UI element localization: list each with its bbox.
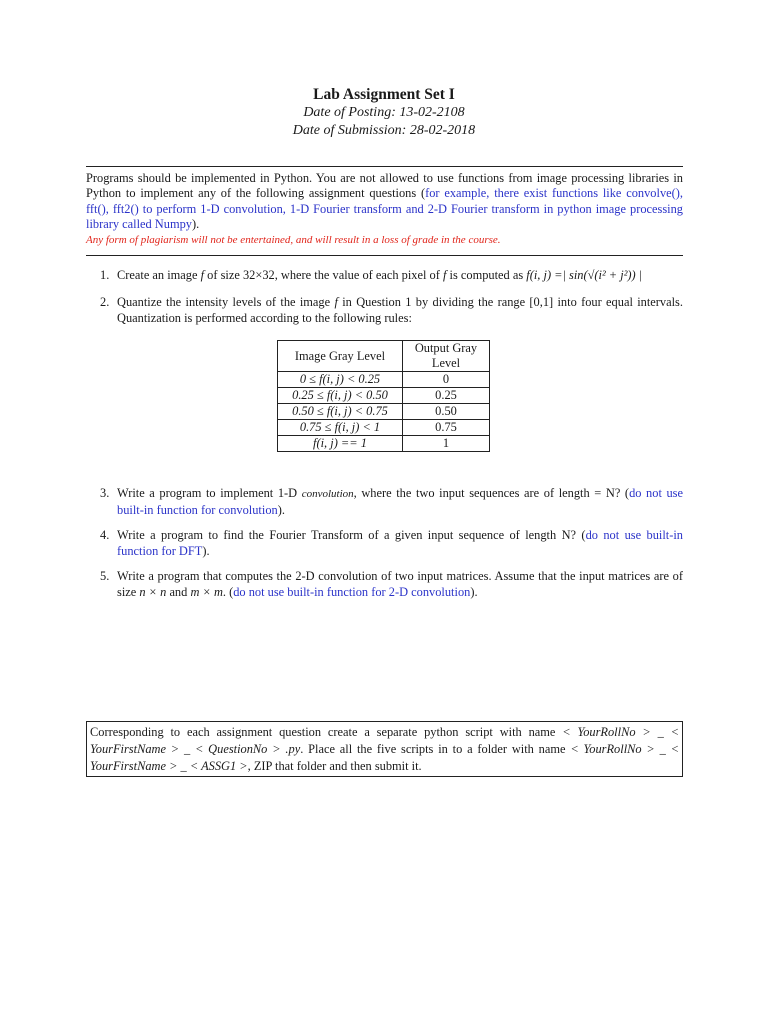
- emphasized-term: convolution: [301, 488, 354, 500]
- table-header: Image Gray Level: [278, 341, 403, 372]
- table-cell: 0.50 ≤ f(i, j) < 0.75: [278, 404, 403, 420]
- question-2: [100, 295, 683, 326]
- question-number: 2.: [100, 295, 110, 309]
- posting-date: Date of Posting: 13-02-2108: [303, 105, 465, 120]
- question-text: in Question 1 by dividing the range [0,1] into four equal intervals. Quantization is performed according to the following rules:: [117, 295, 683, 325]
- question-3: [100, 486, 683, 518]
- table-cell: 0.50: [403, 404, 490, 420]
- constraint-note: do not use built-in function for DFT: [117, 528, 683, 558]
- plagiarism-warning: Any form of plagiarism will not be entertained, and will result in a loss of grade in the course.: [86, 234, 501, 247]
- table-row: [278, 436, 490, 452]
- question-text: is computed as: [449, 268, 524, 282]
- question-text: ).: [470, 584, 478, 599]
- table-cell: 0: [403, 372, 490, 388]
- submission-date: Date of Submission: 28-02-2018: [292, 123, 476, 138]
- question-text: , where the two input sequences are of length = N? (: [353, 486, 630, 500]
- question-text: Write a program that computes the 2-D convolution of two input matrices. Assume that the input matrices are of size: [117, 569, 683, 599]
- top-rule: [86, 166, 683, 167]
- matrix-size: n × n: [139, 584, 167, 599]
- question-text: Write a program to find the Fourier Transform of a given input sequence of length N? (: [117, 528, 586, 542]
- question-text: and: [169, 584, 188, 599]
- bottom-rule: [86, 255, 683, 256]
- question-1: [100, 268, 683, 284]
- question-text: Write a program to implement 1-D: [117, 486, 298, 500]
- question-text: ).: [277, 502, 285, 517]
- quantization-table: [277, 340, 490, 452]
- table-cell: 0.75 ≤ f(i, j) < 1: [278, 420, 403, 436]
- placeholder-firstname: < YourFirstName >: [90, 742, 679, 773]
- table-row: [278, 404, 490, 420]
- question-text: Create an image: [117, 268, 198, 282]
- placeholder-assg: < ASSG1 >: [189, 759, 248, 773]
- table-row: [278, 420, 490, 436]
- intro-close: ).: [191, 216, 200, 231]
- question-text: Quantize the intensity levels of the image: [117, 295, 331, 309]
- question-number: 3.: [100, 486, 110, 500]
- placeholder-rollno: < YourRollNo >: [562, 725, 651, 739]
- file-extension: .py: [285, 742, 301, 756]
- placeholder-questionno: < QuestionNo >: [195, 742, 281, 756]
- math-var: f: [200, 268, 205, 282]
- note-text: Corresponding to each assignment question create a separate python script with name: [90, 725, 556, 739]
- table-row: [278, 372, 490, 388]
- intro-example-text: for example, there exist functions like convolve(), fft(), fft2() to perform 1-D convolution, 1-D Fourier transform and 2-D Fourier transform in python image processing library called Numpy: [86, 186, 683, 231]
- table-row: [278, 388, 490, 404]
- constraint-note: do not use built-in function for convolution: [117, 486, 684, 517]
- matrix-size: m × m: [190, 584, 223, 599]
- note-text: , ZIP that folder and then submit it.: [247, 759, 422, 773]
- math-var: f: [334, 295, 338, 309]
- table-cell: 1: [403, 436, 490, 452]
- table-cell: 0.75: [403, 420, 490, 436]
- math-var: f: [442, 268, 447, 282]
- intro-text: Programs should be implemented in Python. You are not allowed to use functions from image processing libraries in Python to implement any of the following assignment questions (: [86, 171, 683, 201]
- placeholder-rollno: < YourRollNo >: [570, 742, 655, 756]
- submission-instructions-box: Corresponding to each assignment question create a separate python script with name < YourRollNo > _ < YourFirstName > _ < QuestionNo > .py. Place all the five scripts in to a folder with name < YourRollNo > _ < YourFirstName > _ < ASSG1 >, ZIP that folder and then submit it.: [86, 721, 683, 777]
- intro-paragraph: [86, 171, 683, 248]
- question-number: 5.: [100, 569, 110, 583]
- table-cell: f(i, j) == 1: [278, 436, 403, 452]
- table-header-row: [278, 341, 490, 372]
- note-text: . Place all the five scripts in to a folder with name: [300, 742, 566, 756]
- question-text: . (: [222, 584, 234, 599]
- pixel-formula: f(i, j) =| sin(√(i² + j²)) |: [526, 268, 643, 282]
- table-cell: 0.25 ≤ f(i, j) < 0.50: [278, 388, 403, 404]
- question-number: 4.: [100, 528, 110, 542]
- page-title: Lab Assignment Set I: [313, 86, 455, 103]
- header: [0, 86, 768, 140]
- constraint-note: do not use built-in function for 2-D convolution: [233, 584, 471, 599]
- table-cell: 0.25: [403, 388, 490, 404]
- question-4: [100, 528, 683, 559]
- table-cell: 0 ≤ f(i, j) < 0.25: [278, 372, 403, 388]
- question-text: ).: [202, 543, 210, 558]
- question-text: of size 32×32, where the value of each pixel of: [207, 268, 440, 282]
- placeholder-firstname: < YourFirstName >: [90, 725, 679, 756]
- table-header: Output Gray Level: [403, 341, 490, 372]
- question-5: [100, 569, 683, 600]
- question-number: 1.: [100, 268, 110, 282]
